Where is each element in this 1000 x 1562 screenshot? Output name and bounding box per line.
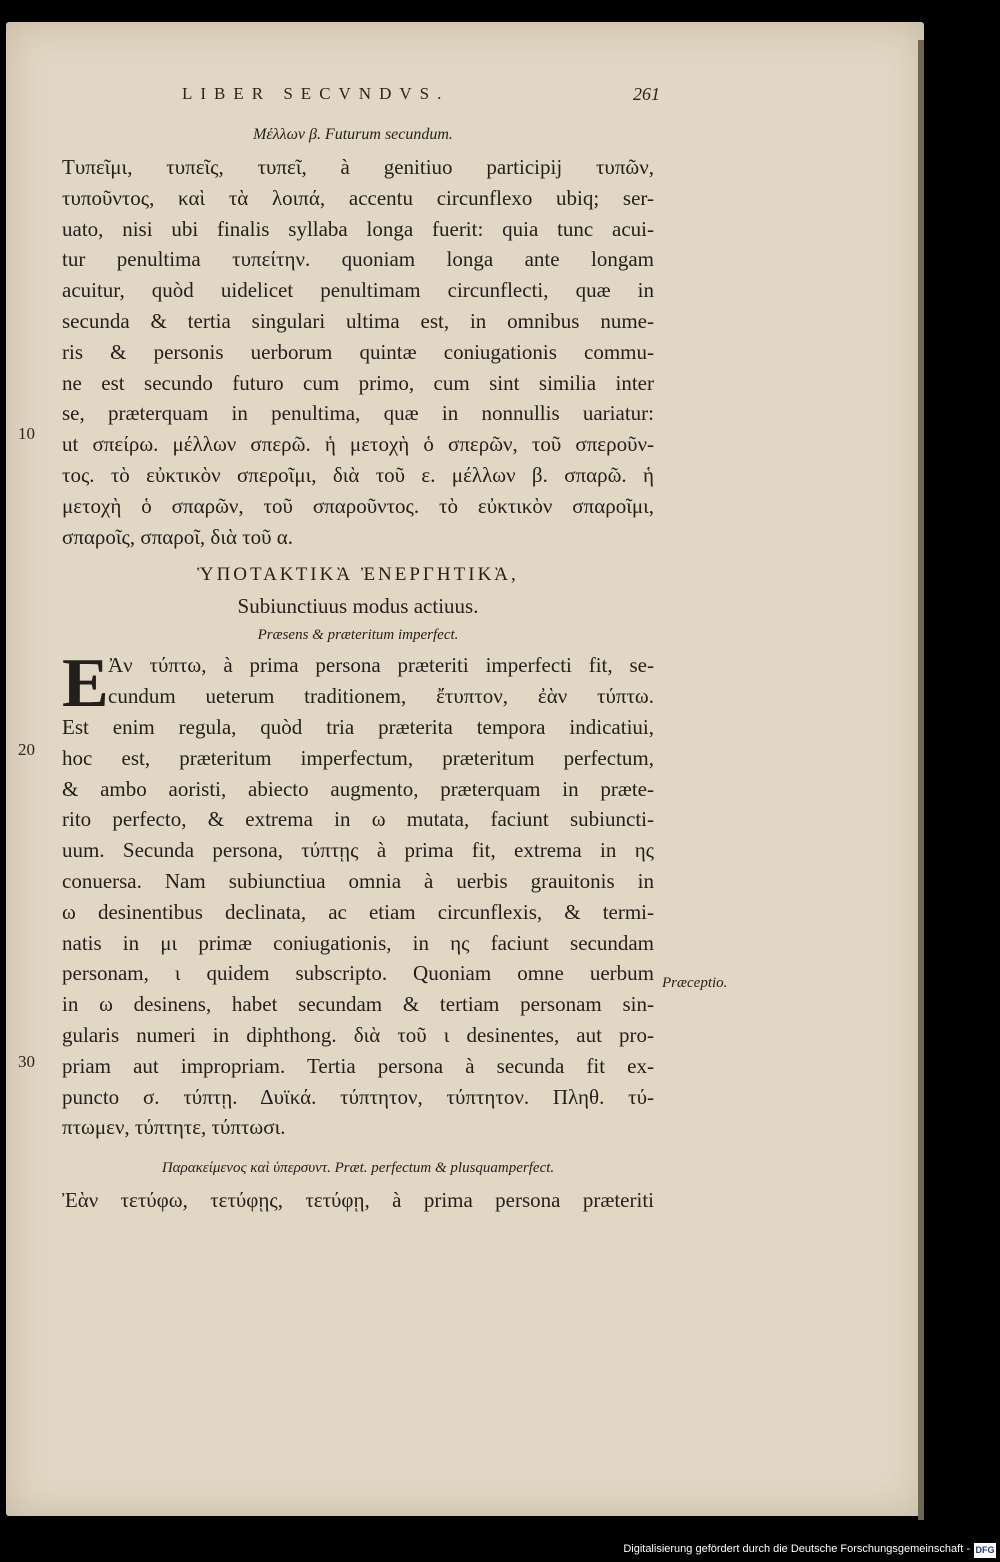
- heading-italic: Præsens & præteritum imperfect.: [257, 627, 459, 644]
- text-line: gularis numeri in diphthong. διὰ τοῦ ι desinentes, aut pro-: [62, 1022, 654, 1047]
- text-line: natis in μι primæ coniugationis, in ης faciunt secundam: [62, 930, 654, 955]
- paragraph-future-second: [62, 152, 654, 552]
- text-line: ris & personis uerborum quintæ coniugationis commu-: [62, 339, 654, 364]
- heading-latin: Subiunctiuus modus actiuus.: [237, 594, 479, 619]
- funding-credit: Digitalisierung gefördert durch die Deutsche Forschungsgemeinschaft -: [623, 1543, 970, 1555]
- text-line: τος. τὸ εὐκτικὸν σπεροῖμι, διὰ τοῦ ε. μέλλων β. σπαρῶ. ἡ: [62, 462, 654, 487]
- text-line: ne est secundo futuro cum primo, cum sint similia inter: [62, 370, 654, 395]
- page-header: [170, 84, 660, 114]
- drop-cap: E: [62, 645, 109, 723]
- text-line: tur penultima τυπείτην. quoniam longa ante longam: [62, 247, 654, 272]
- text-line: secunda & tertia singulari ultima est, in omnibus nume-: [62, 308, 654, 333]
- text-line: acuitur, quòd uidelicet penultimam circunflecti, quæ in: [62, 278, 654, 303]
- paragraph-subjunctive: [62, 645, 654, 1143]
- text-line: πτωμεν, τύπτητε, τύπτωσι.: [62, 1115, 286, 1140]
- text-line: Ἐὰν τετύφω, τετύφῃς, τετύφῃ, à prima persona præteriti: [62, 1188, 654, 1213]
- text-line: conuersa. Nam subiunctiua omnia à uerbis grauitonis in: [62, 868, 654, 893]
- text-line: ω desinentibus declinata, ac etiam circunflexis, & termi-: [62, 899, 654, 924]
- page-number: 261: [633, 84, 660, 104]
- text-line: ut σπείρω. μέλλων σπερῶ. ἡ μετοχὴ ὁ σπερῶν, τοῦ σπεροῦν-: [62, 432, 654, 457]
- main-text: [62, 118, 654, 1216]
- text-line: se, præterquam in penultima, quæ in nonnullis uariatur:: [62, 401, 654, 426]
- line-number-20: 20: [18, 740, 35, 759]
- line-number-10: 10: [18, 424, 35, 443]
- text-line: Est enim regula, quòd tria præterita tempora indicatiui,: [62, 714, 654, 739]
- text-line: priam aut impropriam. Tertia persona à secunda fit ex-: [62, 1053, 654, 1078]
- footer-strip: [0, 1540, 1000, 1562]
- text-line: hoc est, præteritum imperfectum, præteritum perfectum,: [62, 745, 654, 770]
- line-number-30: 30: [18, 1052, 35, 1071]
- running-head: LIBER SECVNDVS.: [182, 84, 450, 103]
- text-line: personam, ι quidem subscripto. Quoniam omne uerbum: [62, 961, 654, 986]
- text-line: & ambo aoristi, abiecto augmento, præterquam in præte-: [62, 776, 654, 801]
- text-line: τυποῦντος, καὶ τὰ λοιπά, accentu circunflexo ubiq; ser-: [62, 185, 654, 210]
- text-line: puncto σ. τύπτῃ. Δυϊκά. τύπτητον, τύπτητον. Πληθ. τύ-: [62, 1084, 654, 1109]
- text-line: in ω desinens, habet secundam & tertiam personam sin-: [62, 992, 654, 1017]
- text-line: rito perfecto, & extrema in ω mutata, faciunt subiuncti-: [62, 807, 654, 832]
- text-line: uum. Secunda persona, τύπτῃς à prima fit, extrema in ης: [62, 838, 654, 863]
- heading-greek: ὙΠΟΤΑΚΤΙΚᾺ ἘΝΕΡΓΗΤΙΚᾺ,: [197, 564, 519, 586]
- text-line: Ἀν τύπτω, à prima persona præteriti imperfecti fit, se-: [108, 653, 654, 678]
- text-line: uato, nisi ubi finalis syllaba longa fuerit: quia tunc acui-: [62, 216, 654, 241]
- sub-heading-perfect: Παρακείμενος καὶ ὑπερσυντ. Præt. perfectum & plusquamperfect.: [161, 1160, 555, 1177]
- text-line: μετοχὴ ὁ σπαρῶν, τοῦ σπαροῦντος. τὸ εὐκτικὸν σπαροῖμι,: [62, 493, 654, 518]
- text-line: σπαροῖς, σπαροῖ, διὰ τοῦ α.: [62, 524, 294, 549]
- section-title: Μέλλων β. Futurum secundum.: [253, 126, 453, 143]
- page-edge: [918, 40, 924, 1520]
- text-line: cundum ueterum traditionem, ἔτυπτον, ἐὰν τύπτω.: [108, 684, 654, 709]
- text-line: Τυπεῖμι, τυπεῖς, τυπεῖ, à genitiuo participij τυπῶν,: [62, 155, 654, 179]
- marginal-note: Præceptio.: [662, 975, 728, 991]
- dfg-logo: DFG: [974, 1543, 996, 1558]
- paragraph-perfect: [62, 1185, 654, 1216]
